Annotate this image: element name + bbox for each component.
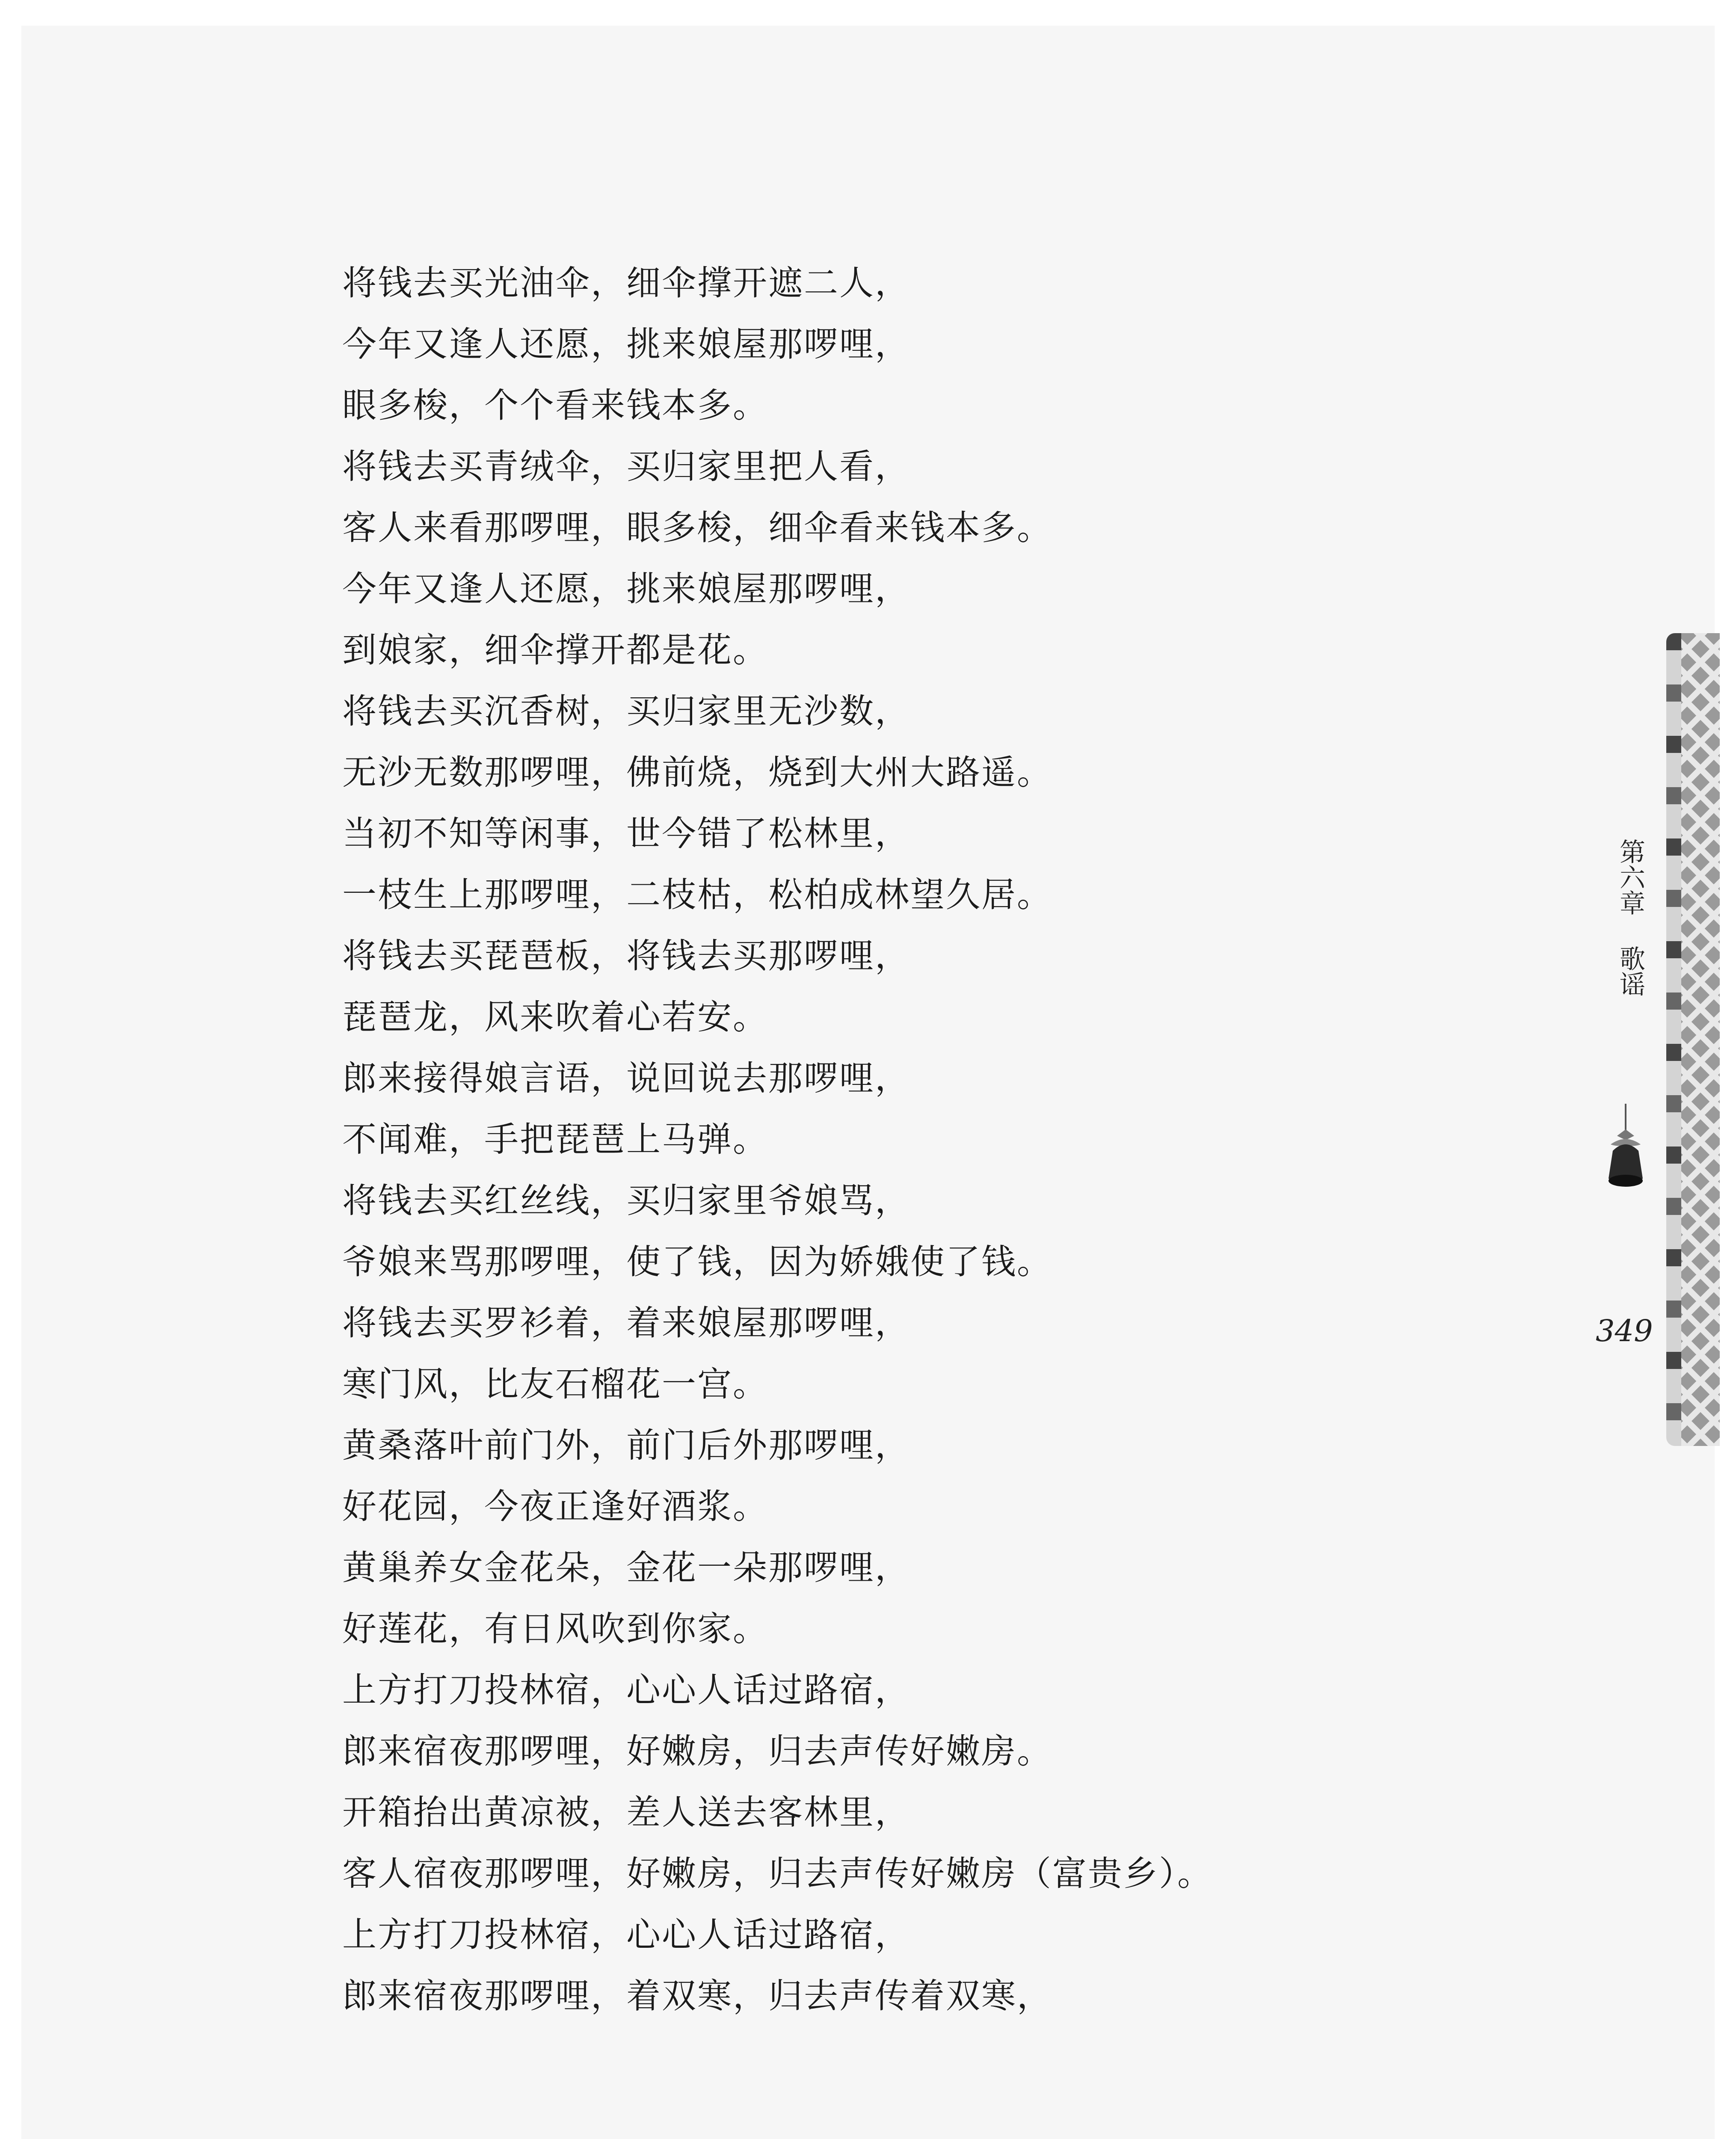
poem-line: 上方打刀投林宿，心心人话过路宿， [342,1915,910,1955]
poem-line: 眼多梭，个个看来钱本多。 [342,385,768,425]
poem-line: 郎来宿夜那啰哩，好嫩房，归去声传好嫩房。 [342,1731,1052,1771]
poem-line: 今年又逢人还愿，挑来娘屋那啰哩， [342,324,910,364]
poem-line: 今年又逢人还愿，挑来娘屋那啰哩， [342,569,910,609]
poem-line: 客人宿夜那啰哩，好嫩房，归去声传好嫩房（富贵乡）。 [342,1854,1213,1893]
poem-line: 好莲花，有日风吹到你家。 [342,1609,768,1649]
poem-line: 将钱去买罗衫着，着来娘屋那啰哩， [342,1303,910,1343]
poem-line: 将钱去买光油伞，细伞撑开遮二人， [342,263,910,303]
poem-line: 将钱去买琵琶板，将钱去买那啰哩， [342,936,910,976]
poem-line: 不闻难，手把琵琶上马弹。 [342,1120,768,1159]
poem-line: 郎来宿夜那啰哩，着双寒，归去声传着双寒， [342,1976,1052,2016]
poem-line: 郎来接得娘言语，说回说去那啰哩， [342,1058,910,1098]
poem-line: 无沙无数那啰哩，佛前烧，烧到大州大路遥。 [342,753,1052,792]
poem-line: 将钱去买沉香树，买归家里无沙数， [342,691,910,731]
poem-line: 黄桑落叶前门外，前门后外那啰哩， [342,1425,910,1465]
decorative-border [1681,633,1720,1446]
poem-line: 客人来看那啰哩，眼多梭，细伞看来钱本多。 [342,508,1052,548]
poem-line: 爷娘来骂那啰哩，使了钱，因为娇娥使了钱。 [342,1242,1052,1282]
poem-line: 寒门风，比友石榴花一宫。 [342,1364,768,1404]
poem-line: 琵琶龙，风来吹着心若安。 [342,997,768,1037]
section-title: 歌谣 [1615,945,1645,997]
bell-ornament-icon [1602,1104,1649,1198]
chapter-label [1600,838,1647,997]
decorative-border-edge [1666,633,1683,1446]
poem-line: 到娘家，细伞撑开都是花。 [342,630,768,670]
poem-line: 好花园，今夜正逢好酒浆。 [342,1487,768,1526]
poem-line: 一枝生上那啰哩，二枝枯，松柏成林望久居。 [342,875,1052,915]
chapter-title: 第六章 [1615,838,1645,915]
poem-line: 上方打刀投林宿，心心人话过路宿， [342,1670,910,1710]
poem-line: 黄巢养女金花朵，金花一朵那啰哩， [342,1548,910,1588]
page-number: 349 [1596,1313,1653,1348]
poem-text [342,252,1583,2026]
poem-line: 将钱去买青绒伞，买归家里把人看， [342,447,910,486]
poem-line: 当初不知等闲事，世今错了松林里， [342,814,910,853]
poem-line: 开箱抬出黄凉被，差人送去客林里， [342,1792,910,1832]
poem-line: 将钱去买红丝线，买归家里爷娘骂， [342,1181,910,1221]
